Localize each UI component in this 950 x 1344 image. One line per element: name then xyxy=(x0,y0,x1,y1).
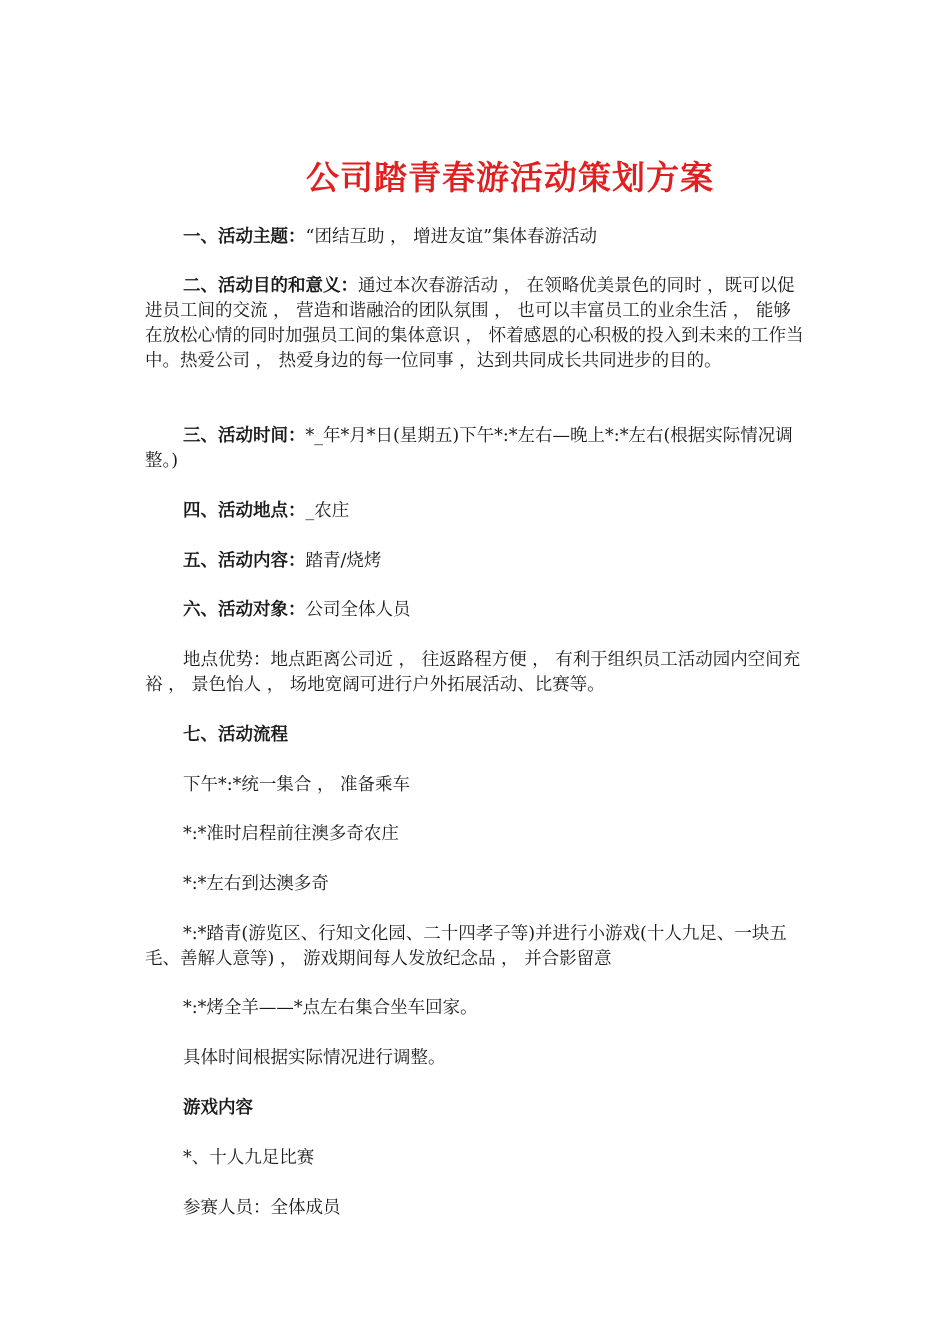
section-text: *_年*月*日(星期五)下午*:*左右—晚上*:*左右(根据实际情况调整。) xyxy=(145,426,793,471)
flow-item xyxy=(145,822,807,847)
section-location xyxy=(145,499,807,524)
section-label: 三、活动时间： xyxy=(183,426,306,446)
game-heading xyxy=(145,1096,807,1121)
flow-item xyxy=(145,872,807,897)
section-label: 五、活动内容： xyxy=(183,551,306,571)
section-label: 二、活动目的和意义： xyxy=(183,276,358,296)
game-item-text: *、十人九足比赛 xyxy=(183,1148,315,1168)
game-heading-text: 游戏内容 xyxy=(183,1098,253,1118)
document-title: 公司踏青春游活动策划方案 xyxy=(306,158,714,197)
section-label: 一、活动主题： xyxy=(183,227,306,247)
location-advantage xyxy=(145,648,807,698)
flow-note xyxy=(145,1046,807,1071)
flow-item xyxy=(145,996,807,1021)
participants xyxy=(145,1196,807,1221)
section-text: “团结互助 ， 增进友谊”集体春游活动 xyxy=(305,227,598,247)
flow-item-text: *:*烤全羊——*点左右集合坐车回家。 xyxy=(183,998,478,1018)
advantage-text: 地点优势：地点距离公司近 ， 往返路程方便 ， 有利于组织员工活动园内空间充裕 ， 景色怡人 ， 场地宽阔可进行户外拓展活动、比赛等。 xyxy=(145,650,801,695)
section-label: 六、活动对象： xyxy=(183,600,306,620)
section-text: 通过本次春游活动 ， 在领略优美景色的同时 ，既可以促进员工间的交流 ， 营造和谐融洽的团队氛围 ， 也可以丰富员工的业余生活 ， 能够在放松心情的同时加强员工间的集体意识 ， 怀着感恩的心积极的投入到未来的工作当中。热爱公司 ， 热爱身边的每一位同事 ，达到共同成长共同进步的目的。 xyxy=(145,276,804,371)
game-item xyxy=(145,1146,807,1171)
flow-item xyxy=(145,922,807,972)
flow-note-text: 具体时间根据实际情况进行调整。 xyxy=(183,1048,446,1068)
flow-item-text: *:*准时启程前往澳多奇农庄 xyxy=(183,824,399,844)
flow-item-text: *:*左右到达澳多奇 xyxy=(183,874,329,894)
section-text: 踏青/烧烤 xyxy=(305,551,382,571)
section-label: 四、活动地点： xyxy=(183,501,306,521)
section-theme xyxy=(145,225,807,250)
flow-item-text: *:*踏青(游览区、行知文化园、二十四孝子等)并进行小游戏(十人九足、一块五毛、善解人意等) ， 游戏期间每人发放纪念品 ， 并合影留意 xyxy=(145,924,787,969)
participants-text: 参赛人员：全体成员 xyxy=(183,1198,341,1218)
section-audience xyxy=(145,598,807,623)
section-purpose xyxy=(145,274,807,374)
section-time xyxy=(145,424,807,474)
section-text: _农庄 xyxy=(305,501,350,521)
flow-item-text: 下午*:*统一集合 ， 准备乘车 xyxy=(183,775,411,795)
section-text: 公司全体人员 xyxy=(305,600,411,620)
flow-heading xyxy=(145,723,807,748)
flow-heading-text: 七、活动流程 xyxy=(183,725,288,745)
section-content xyxy=(145,549,807,574)
flow-item xyxy=(145,773,807,798)
